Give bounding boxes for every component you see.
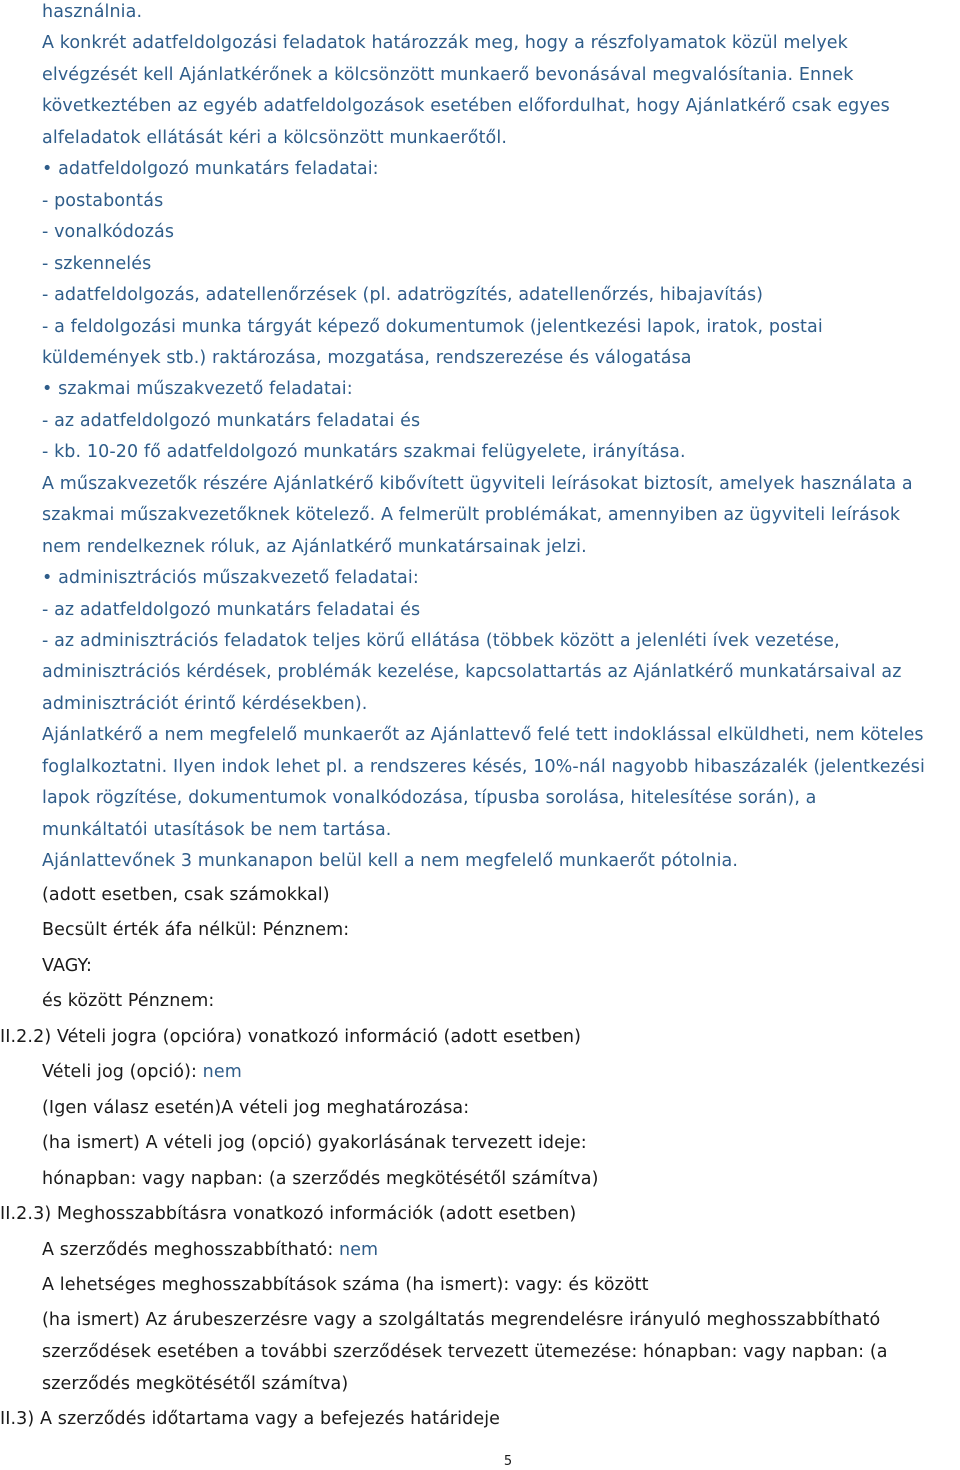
renewal-line	[42, 1239, 378, 1261]
text-line: Ajánlattevőnek 3 munkanapon belül kell a nem megfelelő munkaerőt pótolnia.	[42, 851, 739, 871]
page-number: 5	[503, 1454, 513, 1469]
section-heading: II.2.3) Meghosszabbításra vonatkozó információk (adott esetben)	[0, 1204, 577, 1224]
text-line: (ha ismert) Az árubeszerzésre vagy a szolgáltatás megrendelésre irányuló meghosszabbítható	[42, 1310, 881, 1330]
text-line: - szkennelés	[42, 254, 152, 274]
text-line: (ha ismert) A vételi jog (opció) gyakorlásának tervezett ideje:	[42, 1133, 587, 1153]
text-line: - adatfeldolgozás, adatellenőrzések (pl. adatrögzítés, adatellenőrzés, hibajavítás)	[42, 285, 764, 305]
text-line: A konkrét adatfeldolgozási feladatok határozzák meg, hogy a részfolyamatok közül melyek	[42, 33, 848, 53]
section-heading: II.3) A szerződés időtartama vagy a befejezés határideje	[0, 1409, 501, 1429]
text-line: VAGY:	[42, 956, 92, 976]
text-line: - vonalkódozás	[42, 222, 175, 242]
text-line: • szakmai műszakvezető feladatai:	[42, 379, 353, 399]
text-line: szerződés megkötésétől számítva)	[42, 1374, 349, 1394]
text-line: (adott esetben, csak számokkal)	[42, 885, 330, 905]
section-heading: II.2.2) Vételi jogra (opcióra) vonatkozó információ (adott esetben)	[0, 1027, 582, 1047]
renewal-value: nem	[339, 1240, 379, 1260]
text-line: munkáltatói utasítások be nem tartása.	[42, 820, 392, 840]
text-line: szakmai műszakvezetőknek kötelező. A felmerült problémákat, amennyiben az ügyviteli leírások	[42, 505, 901, 525]
text-line: A műszakvezetők részére Ajánlatkérő kibővített ügyviteli leírásokat biztosít, amelyek használata a	[42, 474, 913, 494]
text-line: lapok rögzítése, dokumentumok vonalkódozása, típusba sorolása, hitelesítése során), a	[42, 788, 817, 808]
option-value: nem	[202, 1062, 242, 1082]
text-line: következtében az egyéb adatfeldolgozások esetében előfordulhat, hogy Ajánlatkérő csak egyes	[42, 96, 890, 116]
text-line: - az adatfeldolgozó munkatárs feladatai és	[42, 411, 421, 431]
text-line: szerződések esetében a további szerződések tervezett ütemezése: hónapban: vagy napban: (a	[42, 1342, 888, 1362]
text-line: és között Pénznem:	[42, 991, 215, 1011]
text-line: - az adatfeldolgozó munkatárs feladatai és	[42, 600, 421, 620]
text-line: adminisztrációt érintő kérdésekben).	[42, 694, 368, 714]
text-line: adminisztrációs kérdések, problémák kezelése, kapcsolattartás az Ajánlatkérő munkatársaival az	[42, 662, 902, 682]
text-line: használnia.	[42, 2, 143, 22]
text-line: • adatfeldolgozó munkatárs feladatai:	[42, 159, 379, 179]
text-line: foglalkoztatni. Ilyen indok lehet pl. a rendszeres késés, 10%-nál nagyobb hibaszázalék (jelentkezési	[42, 757, 925, 777]
text-line: - a feldolgozási munka tárgyát képező dokumentumok (jelentkezési lapok, iratok, postai	[42, 317, 823, 337]
text-line: Ajánlatkérő a nem megfelelő munkaerőt az Ajánlattevő felé tett indoklással elküldheti, nem köteles	[42, 725, 924, 745]
text-line: - postabontás	[42, 191, 164, 211]
text-line: alfeladatok ellátását kéri a kölcsönzött munkaerőtől.	[42, 128, 507, 148]
text-line: A lehetséges meghosszabbítások száma (ha ismert): vagy: és között	[42, 1275, 649, 1295]
text-line: küldemények stb.) raktározása, mozgatása, rendszerezése és válogatása	[42, 348, 692, 368]
text-line: • adminisztrációs műszakvezető feladatai:	[42, 568, 419, 588]
text-line: - kb. 10-20 fő adatfeldolgozó munkatárs szakmai felügyelete, irányítása.	[42, 442, 686, 462]
text-line: nem rendelkeznek róluk, az Ajánlatkérő munkatársainak jelzi.	[42, 537, 587, 557]
option-label: Vételi jog (opció):	[42, 1062, 203, 1082]
text-line: - az adminisztrációs feladatok teljes körű ellátása (többek között a jelenléti ívek vezetése,	[42, 631, 840, 651]
text-line: (Igen válasz esetén)A vételi jog meghatározása:	[42, 1098, 470, 1118]
text-line: hónapban: vagy napban: (a szerződés megkötésétől számítva)	[42, 1169, 599, 1189]
renewal-label: A szerződés meghosszabbítható:	[42, 1240, 339, 1260]
text-line: elvégzését kell Ajánlatkérőnek a kölcsönzött munkaerő bevonásával megvalósítania. Ennek	[42, 65, 854, 85]
text-line: Becsült érték áfa nélkül: Pénznem:	[42, 920, 350, 940]
option-line	[42, 1061, 242, 1083]
